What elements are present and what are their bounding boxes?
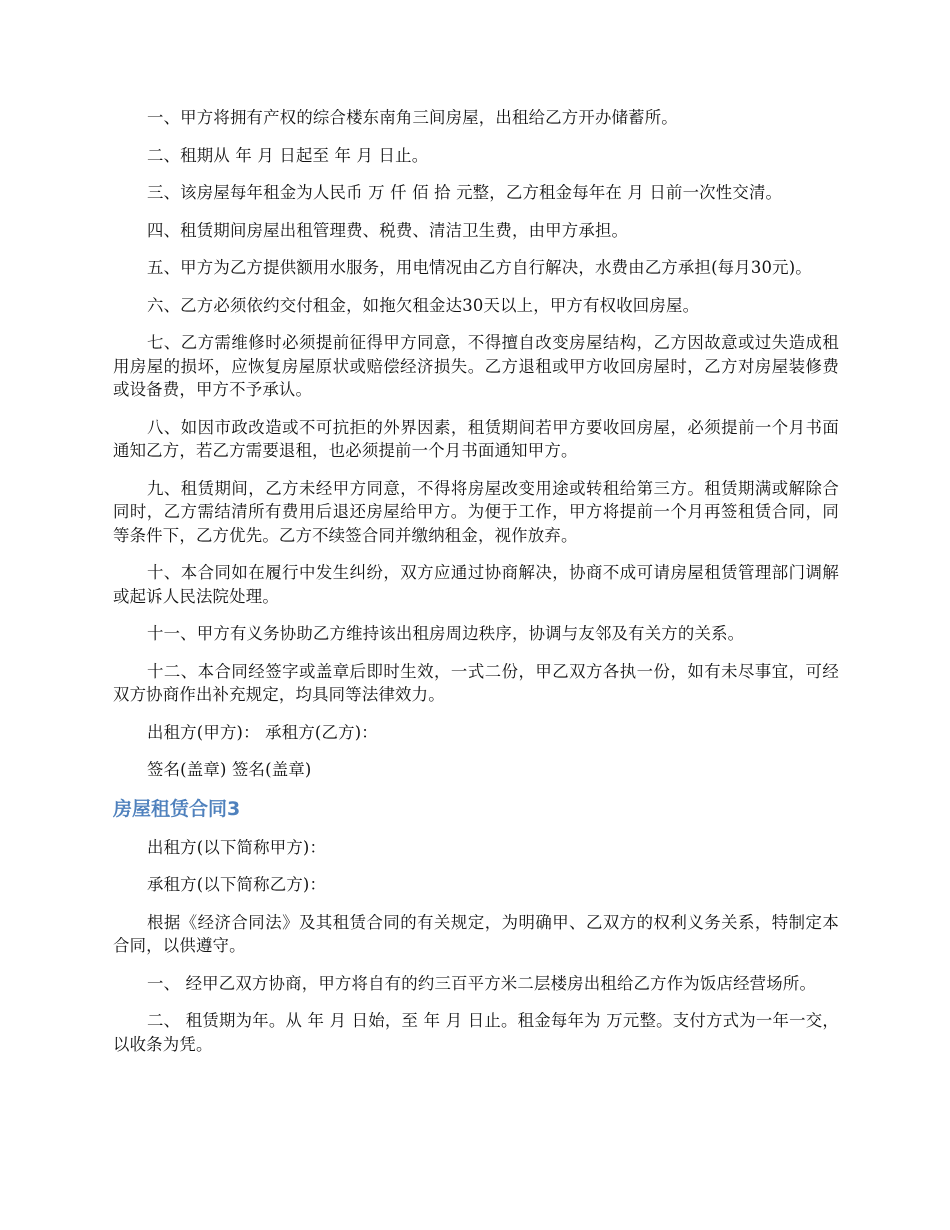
clause-12: 十二、本合同经签字或盖章后即时生效，一式二份，甲乙双方各执一份，如有未尽事宜，可经双方协商作出补充规定，均具同等法律效力。 [113,661,839,704]
lessor-line: 出租方(以下简称甲方)： [147,837,327,857]
article-1: 一、 经甲乙双方协商，甲方将自有的约三百平方米二层楼房出租给乙方作为饭店经营场所。 [147,973,817,993]
clause-2: 二、租期从 年 月 日起至 年 月 日止。 [147,145,429,165]
clause-10: 十、本合同如在履行中发生纠纷，双方应通过协商解决，协商不成可请房屋租赁管理部门调解或起诉人民法院处理。 [113,563,839,606]
clause-9: 九、租赁期间，乙方未经甲方同意，不得将房屋改变用途或转租给第三方。租赁期满或解除合同时，乙方需结清所有费用后退还房屋给甲方。为便于工作，甲方将提前一个月再签租赁合同，同等条件下，乙方优先。乙方不续签合同并缴纳租金，视作放弃。 [113,478,839,545]
document-page [113,106,839,1070]
clause-11: 十一、甲方有义务协助乙方维持该出租房周边秩序，协调与友邻及有关方的关系。 [147,624,745,643]
clause-6: 六、乙方必须依约交付租金，如拖欠租金达30天以上，甲方有权收回房屋。 [147,295,700,315]
clause-1: 一、甲方将拥有产权的综合楼东南角三间房屋，出租给乙方开办储蓄所。 [147,108,678,127]
signature-labels: 签名(盖章) 签名(盖章) [147,760,312,779]
clause-3: 三、该房屋每年租金为人民币 万 仟 佰 拾 元整，乙方租金每年在 月 日前一次性交清。 [147,183,783,202]
preamble: 根据《经济合同法》及其租赁合同的有关规定，为明确甲、乙双方的权利义务关系，特制定本合同，以供遵守。 [113,912,839,955]
clause-8: 八、如因市政改造或不可抗拒的外界因素，租赁期间若甲方要收回房屋，必须提前一个月书面通知乙方，若乙方需要退租，也必须提前一个月书面通知甲方。 [113,417,839,460]
party-labels: 出租方(甲方)： 承租方(乙方)： [147,722,378,742]
clause-4: 四、租赁期间房屋出租管理费、税费、清洁卫生费，由甲方承担。 [147,220,629,240]
section-heading: 房屋租赁合同3 [113,797,241,820]
article-2: 二、 租赁期为年。从 年 月 日始，至 年 月 日止。租金每年为 万元整。支付方式为一年一交，以收条为凭。 [113,1011,839,1054]
clause-7: 七、乙方需维修时必须提前征得甲方同意，不得擅自改变房屋结构，乙方因故意或过失造成租用房屋的损坏，应恢复房屋原状或赔偿经济损失。乙方退租或甲方收回房屋时，乙方对房屋装修费或设备费，甲方不予承认。 [113,333,839,399]
lessee-line: 承租方(以下简称乙方)： [147,875,327,894]
clause-5: 五、甲方为乙方提供额用水服务，用电情况由乙方自行解决，水费由乙方承担(每月30元)。 [147,258,812,277]
